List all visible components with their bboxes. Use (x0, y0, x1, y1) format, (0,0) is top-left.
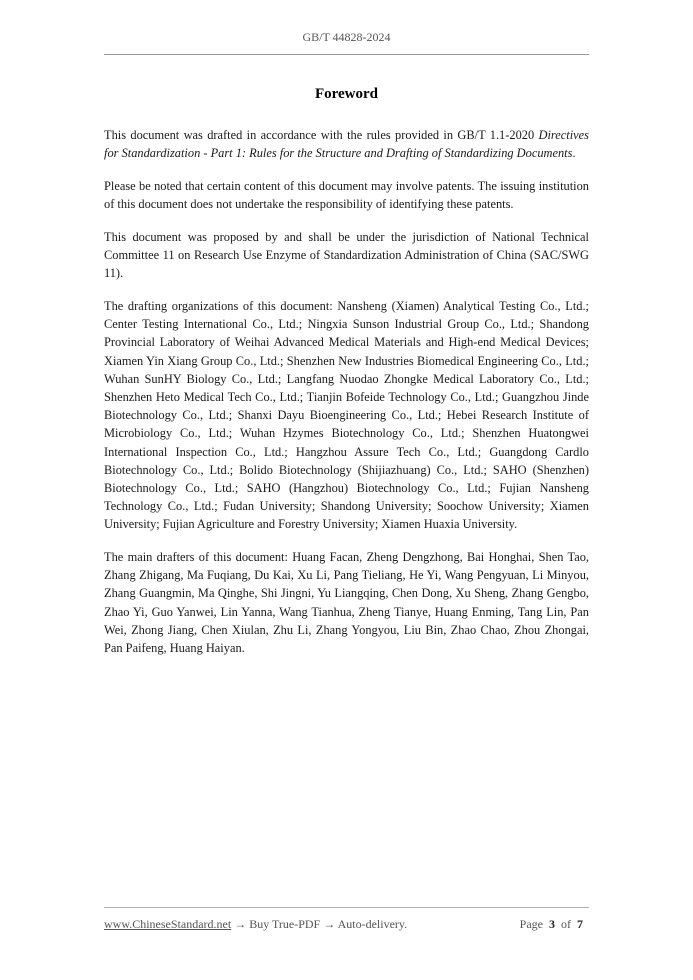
arrow-right-icon: → (234, 917, 247, 931)
site-link[interactable]: www.ChineseStandard.net (104, 917, 232, 931)
arrow-right-icon: → (323, 917, 336, 931)
buy-true-pdf-text: Buy True-PDF (249, 917, 321, 931)
paragraph-drafting-rules (104, 126, 589, 162)
document-code-header: GB/T 44828-2024 (302, 30, 391, 44)
header-divider (104, 54, 589, 55)
page-number (520, 917, 583, 932)
paragraph-patents: Please be noted that certain content of this document may involve patents. The issuing institution of this document does not undertake the responsibility of identifying these patents. (104, 178, 589, 212)
paragraph-drafting-organizations: The drafting organizations of this document: Nansheng (Xiamen) Analytical Testing Co., Ltd.; Center Testing International Co., Ltd.; Ningxia Sunson Industrial Group Co., Ltd.; Shandong Provincial Laboratory of Weihai Advanced Medical Materials and High-end Medical Devices; Xiamen Yin Xiang Group Co., Ltd.; Shenzhen New Industries Biomedical Engineering Co., Ltd.; Wuhan SunHY Biology Co., Ltd.; Langfang Nuodao Zhongke Medical Laboratory Co., Ltd.; Shenzhen Heto Medical Tech Co., Ltd.; Tianjin Bofeide Technology Co., Ltd.; Guangzhou Jinde Biotechnology Co., Ltd.; Shanxi Dayu Bioengineering Co., Ltd.; Hebei Research Institute of Microbiology Co., Ltd.; Wuhan Hzymes Biotechnology Co., Ltd.; Shenzhen Huatongwei International Inspection Co., Ltd.; Hangzhou Assure Tech Co., Ltd.; Guangdong Cardlo Biotechnology Co., Ltd.; Bolido Biotechnology (Shijiazhuang) Co., Ltd.; SAHO (Shenzhen) Biotechnology Co., Ltd.; SAHO (Hangzhou) Biotechnology Co., Ltd.; Fujian Nansheng Technology Co., Ltd.; Fudan University; Shandong University; Soochow University; Xiamen University; Fujian Agriculture and Forestry University; Xiamen Huaxia University. (104, 298, 589, 532)
page-label: Page (519, 917, 543, 931)
auto-delivery-text: Auto-delivery. (337, 917, 408, 931)
footer-purchase-info (104, 917, 407, 932)
paragraph-main-drafters: The main drafters of this document: Huang Facan, Zheng Dengzhong, Bai Honghai, Shen Tao, Zhang Zhigang, Ma Fuqiang, Du Kai, Xu Li, Pang Tieliang, He Yi, Wang Pengyuan, Li Minyou, Zhang Guangmin, Ma Qinghe, Shi Jingni, Yu Liangqing, Chen Dong, Xu Sheng, Zhang Gengbo, Zhao Yi, Guo Yanwei, Lin Yanna, Wang Tianhua, Zheng Tianye, Huang Enming, Tang Lin, Pan Wei, Zhong Jiang, Chen Xiulan, Zhu Li, Zhang Yongyou, Liu Bin, Zhao Chao, Zhou Zhongai, Pan Paifeng, Huang Haiyan. (104, 550, 589, 656)
paragraph-drafting-rules-text: This document was drafted in accordance with the rules provided in GB/T 1.1-2020 (104, 128, 539, 142)
of-label: of (561, 917, 571, 931)
foreword-body (104, 126, 589, 672)
page-current: 3 (549, 917, 555, 931)
page-title: Foreword (314, 86, 379, 102)
page-total: 7 (577, 917, 583, 931)
standard-title-italic: Directives for Standardization - Part 1: Rules for the Structure and Drafting of Standardizing Documents (104, 128, 589, 161)
paragraph-jurisdiction: This document was proposed by and shall be under the jurisdiction of National Technical Committee 11 on Research Use Enzyme of Standardization Administration of China (SAC/SWG 11). (104, 229, 589, 281)
paragraph-drafting-rules-end: . (572, 146, 576, 161)
footer-divider (104, 907, 589, 908)
